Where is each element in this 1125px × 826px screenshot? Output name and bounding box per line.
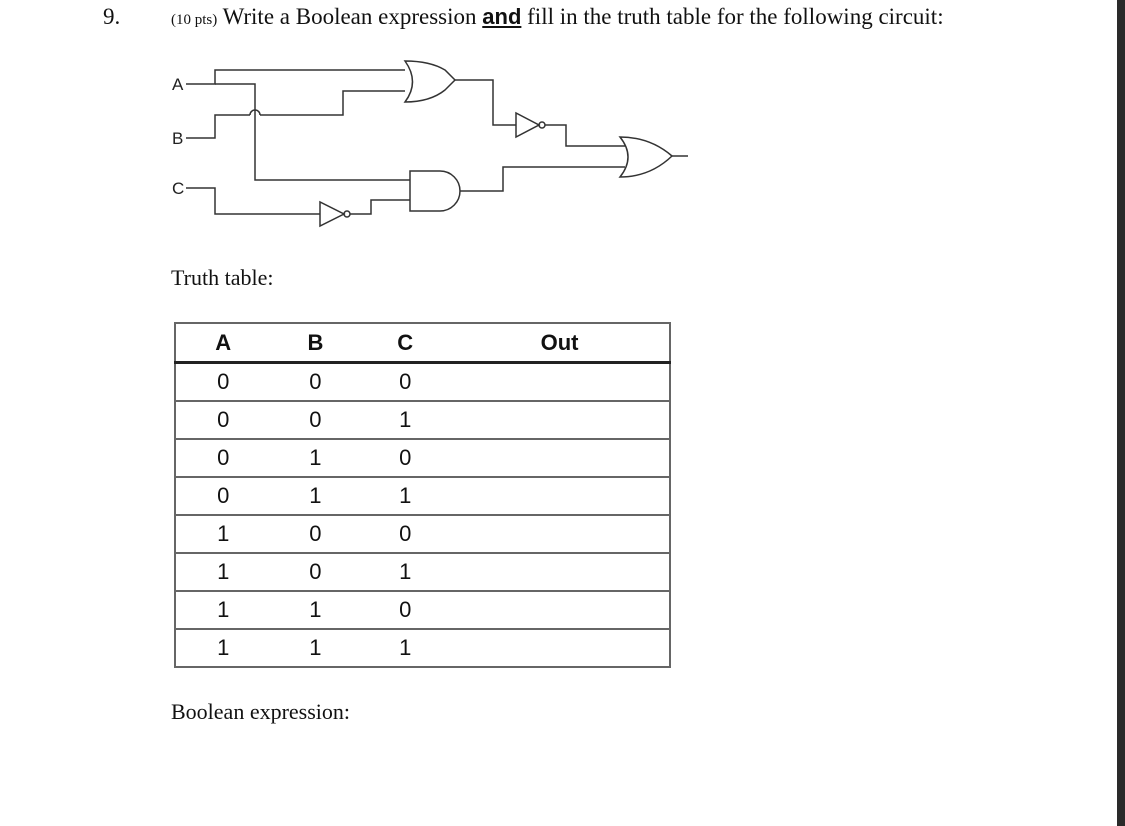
cell-a: 0 xyxy=(175,401,270,439)
cell-a: 1 xyxy=(175,591,270,629)
wire-b xyxy=(186,115,250,138)
cell-a: 1 xyxy=(175,515,270,553)
cell-out[interactable] xyxy=(450,629,670,667)
and-gate-2 xyxy=(410,171,460,211)
and-gate-1 xyxy=(405,61,455,102)
truth-table-label: Truth table: xyxy=(171,265,274,290)
table-row xyxy=(175,553,670,591)
cell-out[interactable] xyxy=(450,591,670,629)
table-row xyxy=(175,363,670,402)
cell-b: 0 xyxy=(270,515,360,553)
cell-out[interactable] xyxy=(450,477,670,515)
cell-out[interactable] xyxy=(450,401,670,439)
cell-b: 0 xyxy=(270,401,360,439)
cell-b: 0 xyxy=(270,363,360,402)
cell-c: 1 xyxy=(360,553,450,591)
cell-b: 0 xyxy=(270,553,360,591)
cell-a: 0 xyxy=(175,363,270,402)
wire-c xyxy=(186,188,320,214)
wire-not2-out xyxy=(350,200,410,214)
boolean-expression-label: Boolean expression: xyxy=(171,699,351,724)
table-row xyxy=(175,591,670,629)
table-row xyxy=(175,439,670,477)
prompt-text-after: fill in the truth table for the following circuit: xyxy=(527,4,944,29)
cell-b: 1 xyxy=(270,591,360,629)
cell-c: 0 xyxy=(360,363,450,402)
wire-not1-out xyxy=(545,125,625,146)
wire-and2-out xyxy=(460,167,625,191)
cell-out[interactable] xyxy=(450,515,670,553)
or-gate xyxy=(620,137,672,177)
cell-b: 1 xyxy=(270,629,360,667)
table-header-row xyxy=(175,323,670,363)
prompt-text-before: Write a Boolean expression xyxy=(222,4,477,29)
question-number: 9. xyxy=(103,4,121,29)
wire-and1-out xyxy=(455,80,516,125)
cell-b: 1 xyxy=(270,477,360,515)
cell-a: 1 xyxy=(175,629,270,667)
cell-b: 1 xyxy=(270,439,360,477)
wire-a xyxy=(186,70,405,84)
table-row xyxy=(175,477,670,515)
cell-out[interactable] xyxy=(450,553,670,591)
header-out: Out xyxy=(450,323,670,363)
cell-c: 0 xyxy=(360,439,450,477)
cell-a: 1 xyxy=(175,553,270,591)
table-row xyxy=(175,401,670,439)
question-points: (10 pts) xyxy=(171,12,218,28)
input-label-c: C xyxy=(172,179,185,198)
cell-c: 1 xyxy=(360,477,450,515)
input-label-b: B xyxy=(172,129,184,148)
cell-out[interactable] xyxy=(450,439,670,477)
wire-b-continued xyxy=(260,91,405,115)
header-a: A xyxy=(175,323,270,363)
wire-a-branch xyxy=(215,84,410,180)
header-b: B xyxy=(270,323,360,363)
cell-c: 1 xyxy=(360,629,450,667)
table-row xyxy=(175,515,670,553)
truth-table xyxy=(174,322,671,668)
cell-a: 0 xyxy=(175,477,270,515)
table-row xyxy=(175,629,670,667)
cell-c: 0 xyxy=(360,591,450,629)
prompt-emphasis: and xyxy=(482,4,522,29)
cell-a: 0 xyxy=(175,439,270,477)
header-c: C xyxy=(360,323,450,363)
cell-out[interactable] xyxy=(450,363,670,402)
cell-c: 1 xyxy=(360,401,450,439)
not-gate-2 xyxy=(320,202,344,226)
cell-c: 0 xyxy=(360,515,450,553)
input-label-a: A xyxy=(172,75,184,94)
not-gate-1 xyxy=(516,113,539,137)
